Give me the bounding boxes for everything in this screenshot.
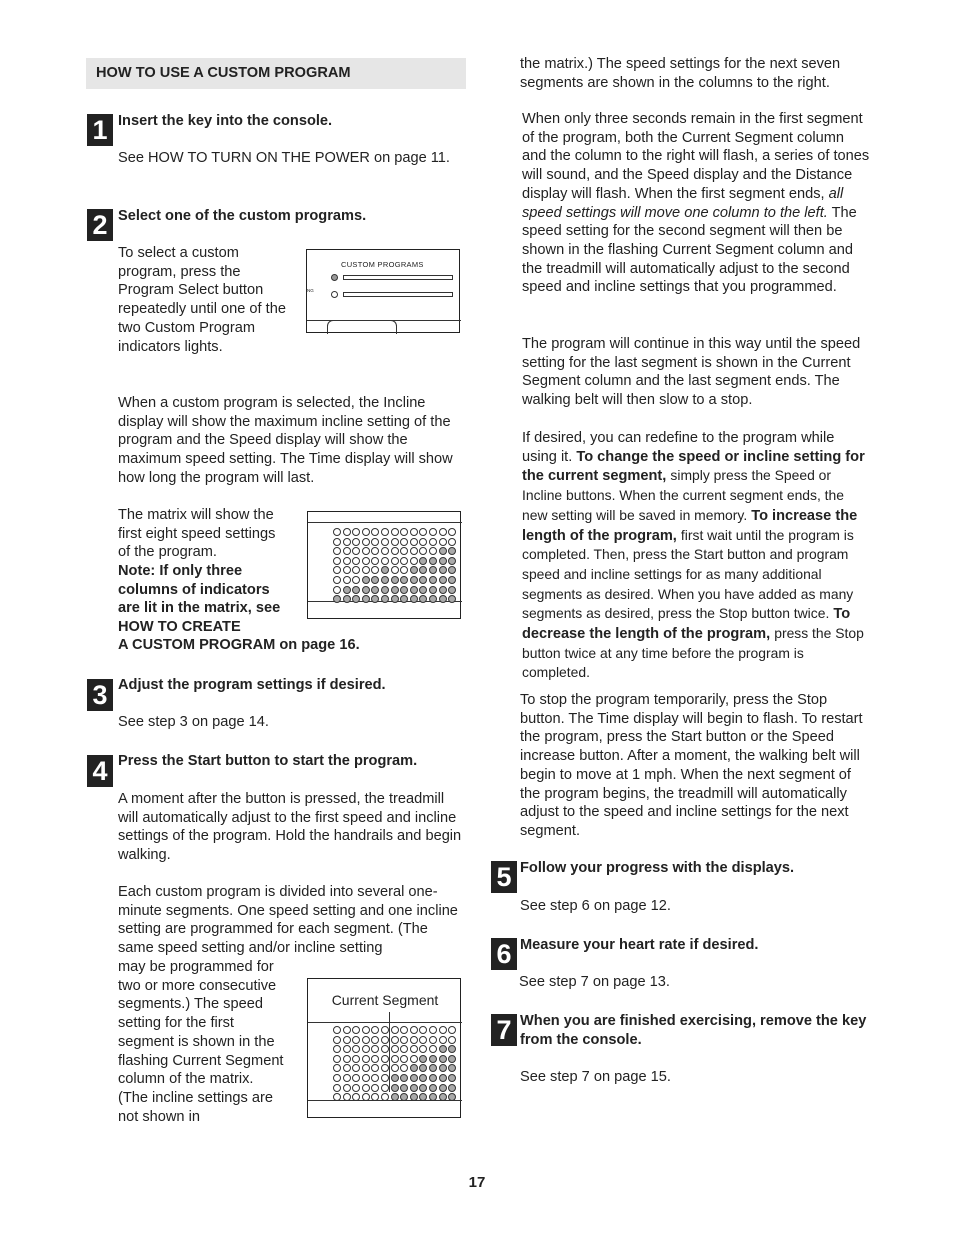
matrix-dot <box>410 528 418 536</box>
matrix-dot <box>439 547 447 555</box>
matrix-dot <box>362 1026 370 1034</box>
matrix-dot <box>429 1026 437 1034</box>
right-para-3: The program will continue in this way until the speed setting for the last segment is shown in the Current Segment column and the last segment ends. The walking belt will then slow to a stop. <box>522 336 861 409</box>
matrix-dot <box>381 595 389 603</box>
matrix-dot <box>381 528 389 536</box>
matrix-dot <box>391 547 399 555</box>
matrix-dot <box>391 1036 399 1044</box>
indicator-bar-1 <box>343 275 453 280</box>
indicator-light-2 <box>331 291 338 298</box>
matrix-dot <box>410 1093 418 1101</box>
step-2-note-part1: Note: If only three columns of indicators are lit in the matrix, see HOW TO CREATE <box>118 563 281 636</box>
segment-matrix-dots <box>333 1026 456 1101</box>
matrix-dot <box>371 1093 379 1101</box>
matrix-dot <box>410 1064 418 1072</box>
matrix-dot <box>352 1055 360 1063</box>
matrix-dot <box>419 1026 427 1034</box>
matrix-dot <box>343 1074 351 1082</box>
matrix-dot <box>362 586 370 594</box>
matrix-dot <box>448 557 456 565</box>
matrix-dot <box>448 1055 456 1063</box>
matrix-dot <box>429 547 437 555</box>
step-7-body: See step 7 on page 15. <box>520 1069 671 1085</box>
matrix-dot <box>391 1064 399 1072</box>
matrix-dot <box>352 1064 360 1072</box>
matrix-dot <box>419 1064 427 1072</box>
matrix-dot <box>448 547 456 555</box>
matrix-dot <box>400 1036 408 1044</box>
console-button-outline <box>327 320 397 334</box>
matrix-dot <box>439 1084 447 1092</box>
matrix-top-line <box>308 522 462 523</box>
indicator-bar-2 <box>343 292 453 297</box>
matrix-dot <box>391 1045 399 1053</box>
matrix-dot <box>381 538 389 546</box>
step-number-4: 4 <box>87 755 113 787</box>
step-2-note-part2: A CUSTOM PROGRAM on page 16. <box>118 637 360 653</box>
step-2-para2: When a custom program is selected, the Incline display will show the maximum incline setting of the program and the Speed display will show the maximum speed setting. The Time display will show how long the program will last. <box>118 395 453 486</box>
matrix-dot <box>333 557 341 565</box>
matrix-dot <box>419 1093 427 1101</box>
matrix-dot <box>391 528 399 536</box>
matrix-dot <box>448 1064 456 1072</box>
matrix-dot <box>429 595 437 603</box>
matrix-dot <box>371 538 379 546</box>
matrix-dot <box>410 538 418 546</box>
indicator-light-1 <box>331 274 338 281</box>
step-2-heading: Select one of the custom programs. <box>118 208 367 224</box>
matrix-dot <box>343 547 351 555</box>
matrix-dot <box>381 557 389 565</box>
matrix-dot <box>439 1026 447 1034</box>
matrix-dot <box>400 566 408 574</box>
matrix-dot <box>439 566 447 574</box>
matrix-dot <box>333 595 341 603</box>
matrix-dot <box>439 586 447 594</box>
matrix-dot <box>371 1055 379 1063</box>
current-segment-label: Current Segment <box>331 992 439 1008</box>
matrix-dot <box>343 1045 351 1053</box>
matrix-dot <box>362 1045 370 1053</box>
step-2-matrix-text: The matrix will show the first eight speed settings of the program. <box>118 507 276 561</box>
matrix-dot <box>400 595 408 603</box>
matrix-dot <box>419 528 427 536</box>
matrix-dot <box>400 538 408 546</box>
step-1-body: See HOW TO TURN ON THE POWER on page 11. <box>118 150 450 166</box>
matrix-dot <box>419 586 427 594</box>
matrix-dot <box>448 1084 456 1092</box>
matrix-dot <box>371 547 379 555</box>
matrix-dot <box>362 1064 370 1072</box>
matrix-dot <box>448 528 456 536</box>
matrix-dot <box>371 1045 379 1053</box>
right-para-1: the matrix.) The speed settings for the next seven segments are shown in the columns to the right. <box>520 56 841 91</box>
matrix-dot <box>381 566 389 574</box>
matrix-dot <box>362 1093 370 1101</box>
matrix-dot <box>429 566 437 574</box>
matrix-dot <box>343 586 351 594</box>
matrix-dot <box>371 557 379 565</box>
matrix-dot <box>333 538 341 546</box>
matrix-dot <box>410 1026 418 1034</box>
matrix-dot <box>419 1055 427 1063</box>
matrix-dot <box>371 1036 379 1044</box>
matrix-dot <box>352 557 360 565</box>
matrix-dot <box>410 1084 418 1092</box>
matrix-dot <box>439 1093 447 1101</box>
matrix-dot <box>343 566 351 574</box>
matrix-dot <box>381 1045 389 1053</box>
matrix-dot <box>352 1074 360 1082</box>
matrix-dot <box>439 1055 447 1063</box>
matrix-dot <box>362 595 370 603</box>
matrix-dot <box>362 1055 370 1063</box>
matrix-dot <box>410 586 418 594</box>
custom-programs-figure <box>306 249 460 333</box>
matrix-dot <box>352 538 360 546</box>
matrix-dot <box>410 1045 418 1053</box>
matrix-dot <box>439 1074 447 1082</box>
matrix-dot <box>391 1074 399 1082</box>
step-3-body: See step 3 on page 14. <box>118 714 269 730</box>
matrix-dot <box>448 1045 456 1053</box>
matrix-dot <box>419 557 427 565</box>
matrix-dot <box>410 1055 418 1063</box>
matrix-dot <box>400 1093 408 1101</box>
segment-top-line <box>308 1022 462 1023</box>
matrix-dot <box>391 566 399 574</box>
matrix-dot <box>362 557 370 565</box>
matrix-dot <box>333 586 341 594</box>
matrix-dot <box>352 1084 360 1092</box>
matrix-dot <box>343 528 351 536</box>
matrix-dot <box>381 1036 389 1044</box>
matrix-dot <box>381 547 389 555</box>
matrix-dot <box>400 1026 408 1034</box>
matrix-dot <box>400 576 408 584</box>
section-title: HOW TO USE A CUSTOM PROGRAM <box>96 65 351 81</box>
matrix-dot <box>362 547 370 555</box>
matrix-dot <box>400 586 408 594</box>
matrix-dot <box>371 576 379 584</box>
step-number-2: 2 <box>87 209 113 241</box>
matrix-dots <box>333 528 456 603</box>
step-5-heading: Follow your progress with the displays. <box>520 860 795 876</box>
matrix-dot <box>362 1084 370 1092</box>
step-3-heading: Adjust the program settings if desired. <box>118 677 386 693</box>
matrix-dot <box>400 1084 408 1092</box>
matrix-dot <box>439 576 447 584</box>
matrix-dot <box>343 1084 351 1092</box>
matrix-dot <box>400 1055 408 1063</box>
matrix-dot <box>419 1036 427 1044</box>
step-6-body: See step 7 on page 13. <box>519 974 670 990</box>
step-number-6: 6 <box>491 938 517 970</box>
matrix-dot <box>362 538 370 546</box>
matrix-dot <box>410 547 418 555</box>
matrix-dot <box>448 566 456 574</box>
matrix-dot <box>419 595 427 603</box>
matrix-dot <box>352 576 360 584</box>
side-label: NG <box>307 288 314 293</box>
custom-programs-label: CUSTOM PROGRAMS <box>341 260 424 269</box>
matrix-dot <box>343 1064 351 1072</box>
step-4-para2: Each custom program is divided into several one-minute segments. One speed setting and one incline setting are programmed for each segment. (The same speed setting and/or incline setting <box>118 884 458 957</box>
matrix-dot <box>352 1036 360 1044</box>
matrix-dot <box>429 1045 437 1053</box>
matrix-dot <box>448 576 456 584</box>
matrix-dot <box>429 1036 437 1044</box>
step-number-1: 1 <box>87 114 113 146</box>
matrix-dot <box>352 1093 360 1101</box>
matrix-dot <box>343 1055 351 1063</box>
page-number: 17 <box>468 1174 486 1191</box>
step-4-para2b: may be programmed for two or more consecutive segments.) The speed setting for the first segment is shown in the flashing Current Segment column of the matrix. (The incline settings are not shown in <box>118 959 284 1125</box>
matrix-dot <box>343 557 351 565</box>
matrix-dot <box>391 586 399 594</box>
matrix-dot <box>362 576 370 584</box>
matrix-dot <box>343 1093 351 1101</box>
matrix-dot <box>362 528 370 536</box>
step-4-heading: Press the Start button to start the program. <box>118 753 418 769</box>
matrix-dot <box>333 1026 341 1034</box>
matrix-dot <box>381 1084 389 1092</box>
matrix-dot <box>439 528 447 536</box>
matrix-dot <box>381 576 389 584</box>
matrix-figure <box>307 511 461 619</box>
matrix-dot <box>419 538 427 546</box>
matrix-dot <box>352 1026 360 1034</box>
matrix-dot <box>410 595 418 603</box>
section-header <box>86 58 466 89</box>
matrix-dot <box>333 1045 341 1053</box>
matrix-dot <box>371 1074 379 1082</box>
matrix-dot <box>448 586 456 594</box>
matrix-dot <box>352 547 360 555</box>
matrix-dot <box>333 1055 341 1063</box>
step-4-para1: A moment after the button is pressed, the treadmill will automatically adjust to the first speed and incline settings of the program. Hold the handrails and begin walking. <box>118 791 462 864</box>
matrix-dot <box>391 1055 399 1063</box>
matrix-dot <box>333 528 341 536</box>
matrix-dot <box>352 528 360 536</box>
step-6-heading: Measure your heart rate if desired. <box>520 937 759 953</box>
matrix-dot <box>419 576 427 584</box>
matrix-dot <box>448 1026 456 1034</box>
matrix-dot <box>362 566 370 574</box>
matrix-dot <box>429 1093 437 1101</box>
matrix-dot <box>352 595 360 603</box>
matrix-dot <box>371 595 379 603</box>
matrix-dot <box>448 538 456 546</box>
matrix-dot <box>333 566 341 574</box>
matrix-dot <box>410 1036 418 1044</box>
matrix-dot <box>419 1074 427 1082</box>
matrix-dot <box>343 538 351 546</box>
matrix-dot <box>410 576 418 584</box>
matrix-dot <box>362 1036 370 1044</box>
matrix-dot <box>343 1026 351 1034</box>
matrix-dot <box>410 1074 418 1082</box>
matrix-dot <box>410 557 418 565</box>
matrix-dot <box>391 557 399 565</box>
step-number-5: 5 <box>491 861 517 893</box>
matrix-dot <box>352 1045 360 1053</box>
matrix-dot <box>371 1026 379 1034</box>
matrix-dot <box>391 1093 399 1101</box>
matrix-dot <box>448 1036 456 1044</box>
matrix-dot <box>362 1074 370 1082</box>
matrix-dot <box>429 1055 437 1063</box>
step-2-intro: To select a custom program, press the Program Select button repeatedly until one of the two Custom Program indicators lights. <box>118 245 286 355</box>
matrix-dot <box>429 528 437 536</box>
matrix-dot <box>343 595 351 603</box>
matrix-dot <box>343 1036 351 1044</box>
matrix-dot <box>333 547 341 555</box>
matrix-dot <box>391 1026 399 1034</box>
matrix-dot <box>391 1084 399 1092</box>
matrix-dot <box>333 1036 341 1044</box>
step-5-body: See step 6 on page 12. <box>520 898 671 914</box>
matrix-dot <box>400 557 408 565</box>
matrix-dot <box>448 1074 456 1082</box>
step-1-heading: Insert the key into the console. <box>118 113 333 129</box>
matrix-dot <box>371 528 379 536</box>
matrix-dot <box>419 1084 427 1092</box>
matrix-dot <box>333 1093 341 1101</box>
matrix-dot <box>381 1093 389 1101</box>
matrix-dot <box>371 1064 379 1072</box>
matrix-dot <box>391 538 399 546</box>
matrix-dot <box>429 1064 437 1072</box>
matrix-dot <box>400 547 408 555</box>
matrix-dot <box>439 538 447 546</box>
matrix-dot <box>352 586 360 594</box>
matrix-dot <box>381 1026 389 1034</box>
matrix-dot <box>429 1074 437 1082</box>
matrix-dot <box>410 566 418 574</box>
matrix-dot <box>419 1045 427 1053</box>
matrix-dot <box>381 586 389 594</box>
matrix-dot <box>381 1064 389 1072</box>
matrix-dot <box>439 1036 447 1044</box>
matrix-dot <box>371 1084 379 1092</box>
matrix-dot <box>448 1093 456 1101</box>
matrix-dot <box>400 1074 408 1082</box>
right-para-2: When only three seconds remain in the first segment of the program, both the Current Segment column and the column to the right will flash, a series of tones will sound, and the Speed display and the Distance display will flash. When the first segment ends, all speed settings will move one column to the left. The speed setting for the second segment will then be shown in the flashing Current Segment column and the treadmill will automatically adjust to the second speed and incline settings that you programmed. <box>522 111 870 296</box>
matrix-dot <box>429 576 437 584</box>
matrix-dot <box>429 538 437 546</box>
matrix-dot <box>429 1084 437 1092</box>
matrix-dot <box>391 595 399 603</box>
matrix-dot <box>400 528 408 536</box>
step-number-7: 7 <box>491 1014 517 1046</box>
step-7-heading: When you are finished exercising, remove the key from the console. <box>520 1013 867 1048</box>
matrix-dot <box>333 576 341 584</box>
matrix-dot <box>391 576 399 584</box>
matrix-dot <box>381 1055 389 1063</box>
matrix-dot <box>439 595 447 603</box>
matrix-dot <box>371 586 379 594</box>
matrix-dot <box>333 1064 341 1072</box>
matrix-dot <box>429 586 437 594</box>
matrix-dot <box>352 566 360 574</box>
matrix-dot <box>439 1064 447 1072</box>
matrix-dot <box>419 547 427 555</box>
matrix-dot <box>371 566 379 574</box>
matrix-dot <box>429 557 437 565</box>
matrix-dot <box>439 1045 447 1053</box>
matrix-dot <box>381 1074 389 1082</box>
matrix-dot <box>343 576 351 584</box>
step-number-3: 3 <box>87 679 113 711</box>
matrix-dot <box>448 595 456 603</box>
right-para-5: To stop the program temporarily, press the Stop button. The Time display will begin to flash. To restart the program, press the Start button or the Speed increase button. After a moment, the walking belt will begin to move at 1 mph. When the next segment of the program begins, the treadmill will automatically adjust to the speed and incline settings for the next segment. <box>520 692 863 839</box>
matrix-dot <box>439 557 447 565</box>
matrix-dot <box>400 1045 408 1053</box>
matrix-dot <box>333 1074 341 1082</box>
right-para-4: If desired, you can redefine to the program while using it. To change the speed or incline setting for the current segment, simply press the Speed or Incline buttons. When the current segment ends, the new setting will be saved in memory. To increase the length of the program, first wait until the program is completed. Then, press the Start button and program speed and incline settings for as many additional segments as desired. When you have added as many segments as desired, press the Stop button twice. To decrease the length of the program, press the Stop button twice at any time before the program is completed. <box>522 430 865 681</box>
matrix-dot <box>400 1064 408 1072</box>
current-segment-figure <box>307 978 461 1118</box>
matrix-dot <box>333 1084 341 1092</box>
matrix-dot <box>419 566 427 574</box>
